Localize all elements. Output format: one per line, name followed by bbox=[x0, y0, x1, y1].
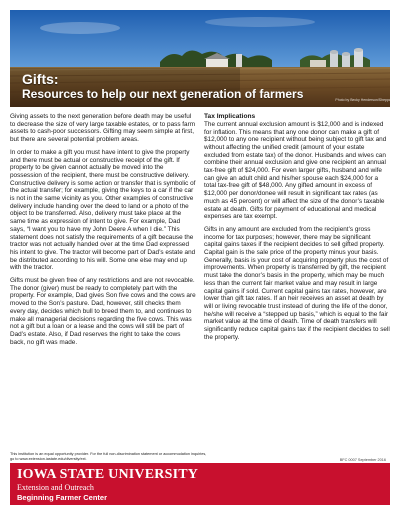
legal-statement bbox=[10, 452, 340, 462]
legal-line: This institution is an equal opportunity provider. For the full non-discrimination statement or accommodation inquiries, bbox=[10, 452, 207, 456]
header-photo bbox=[10, 10, 390, 107]
center-label: Beginning Farmer Center bbox=[17, 493, 108, 502]
diversity-link[interactable]: go to www.extension.iastate.edu/diversity/ext. bbox=[10, 457, 87, 461]
publication-id: BFC 0007 September 2016 bbox=[339, 458, 386, 462]
paragraph: In order to make a gift you must have intent to give the property and there must be actual or constructive receipt of the gift. If property to be given cannot actually be moved into the possession of the recipient, there must be constructive delivery. Constructive delivery is some action or transfer that is symbolic of the actual transfer; for example, giving the keys to a car if the car is not in the same vicinity as you. Other examples of constructive delivery include handing over the deed to land or a photo of the object to be transferred. Also, delivery must take place at the same time as expression of intent to give. For example, Dad says, “I want you to have my John Deere A when I die.” This statement does not satisfy the requirements of a gift because the tractor was not actually handed over at the time Dad expressed his intent to give. The tractor will become part of Dad’s estate and be distributed according to his will. Some one else may end up with the tractor. bbox=[10, 148, 196, 272]
university-banner bbox=[10, 463, 390, 505]
paragraph: The current annual exclusion amount is $12,000 and is indexed for inflation. This means that any one donor can make a gift of $12,000 to any one recipient without being subject to gift tax and without affecting the unified credit (amount of your estate excluded from estate tax) of the donor. Husbands and wives can combine their annual exclusion and give one recipient an annual tax-free gift of $24,000. For even larger gifts, husband and wife can give an adult child and his/her spouse each $24,000 for a total tax-free gift of $48,000. Any gifted amount in excess of $12,000 per donor/donee will result in significant tax rates (as much as 45 percent) or will affect the size of the donor’s taxable estate at death. Gifts for payment of educational and medical expenses are tax exempt. bbox=[204, 120, 387, 221]
right-column bbox=[204, 113, 390, 346]
paragraph: Gifts must be given free of any restrictions and are not revocable. The donor (giver) must be ready to completely part with the property. For example, Dad gives Son five cows and the cows are moved to the Son’s pasture. Dad, however, still checks them every day, decides which bull to breed them to, and continues to make all managerial decisions regarding the five cows. This was not a gift but a loan or a lease and the cows will still be part of Dad’s estate. Also, if Dad reserves the right to take the cows back, no gift was made. bbox=[10, 277, 196, 346]
university-logo-wordmark: IOWA STATE UNIVERSITY bbox=[17, 467, 199, 482]
section-heading: Tax Implications bbox=[204, 113, 256, 120]
page-title: Gifts: bbox=[22, 71, 59, 87]
left-column bbox=[10, 113, 196, 351]
page-subtitle: Resources to help our next generation of farmers bbox=[22, 87, 304, 101]
paragraph: Giving assets to the next generation before death may be useful to decrease the size of very large taxable estates, or to pass farm assets to cash-poor successors. Gifting may seem simple at first, but there are several potential problem areas. bbox=[10, 113, 196, 144]
paragraph: Gifts in any amount are excluded from the recipient’s gross income for tax purposes; however, there may be significant capital gains taxes if the recipient decides to sell gifted property. Capital gain is the sale price of the property minus your basis. Generally, basis is your cost of acquiring property plus the cost of improvements. When property is transferred by gift, the recipient must take the donor’s basis in the property, which may be much less than the current fair market value and may result in large capital gains if sold. Current capital gains tax rates, however, are lower than gift tax rates. If an heir receives an asset at death by will or living revocable trust instead of during the life of the donor, he/she will receive a “stepped up basis,” which is equal to the fair market value at the time of death. Time of death transfers will significantly reduce capital gains tax if the recipient decides to sell the property. bbox=[204, 225, 390, 341]
photo-credit: Photo by Becky Henderson/Sheppard bbox=[335, 98, 394, 102]
extension-label: Extension and Outreach bbox=[17, 483, 94, 492]
